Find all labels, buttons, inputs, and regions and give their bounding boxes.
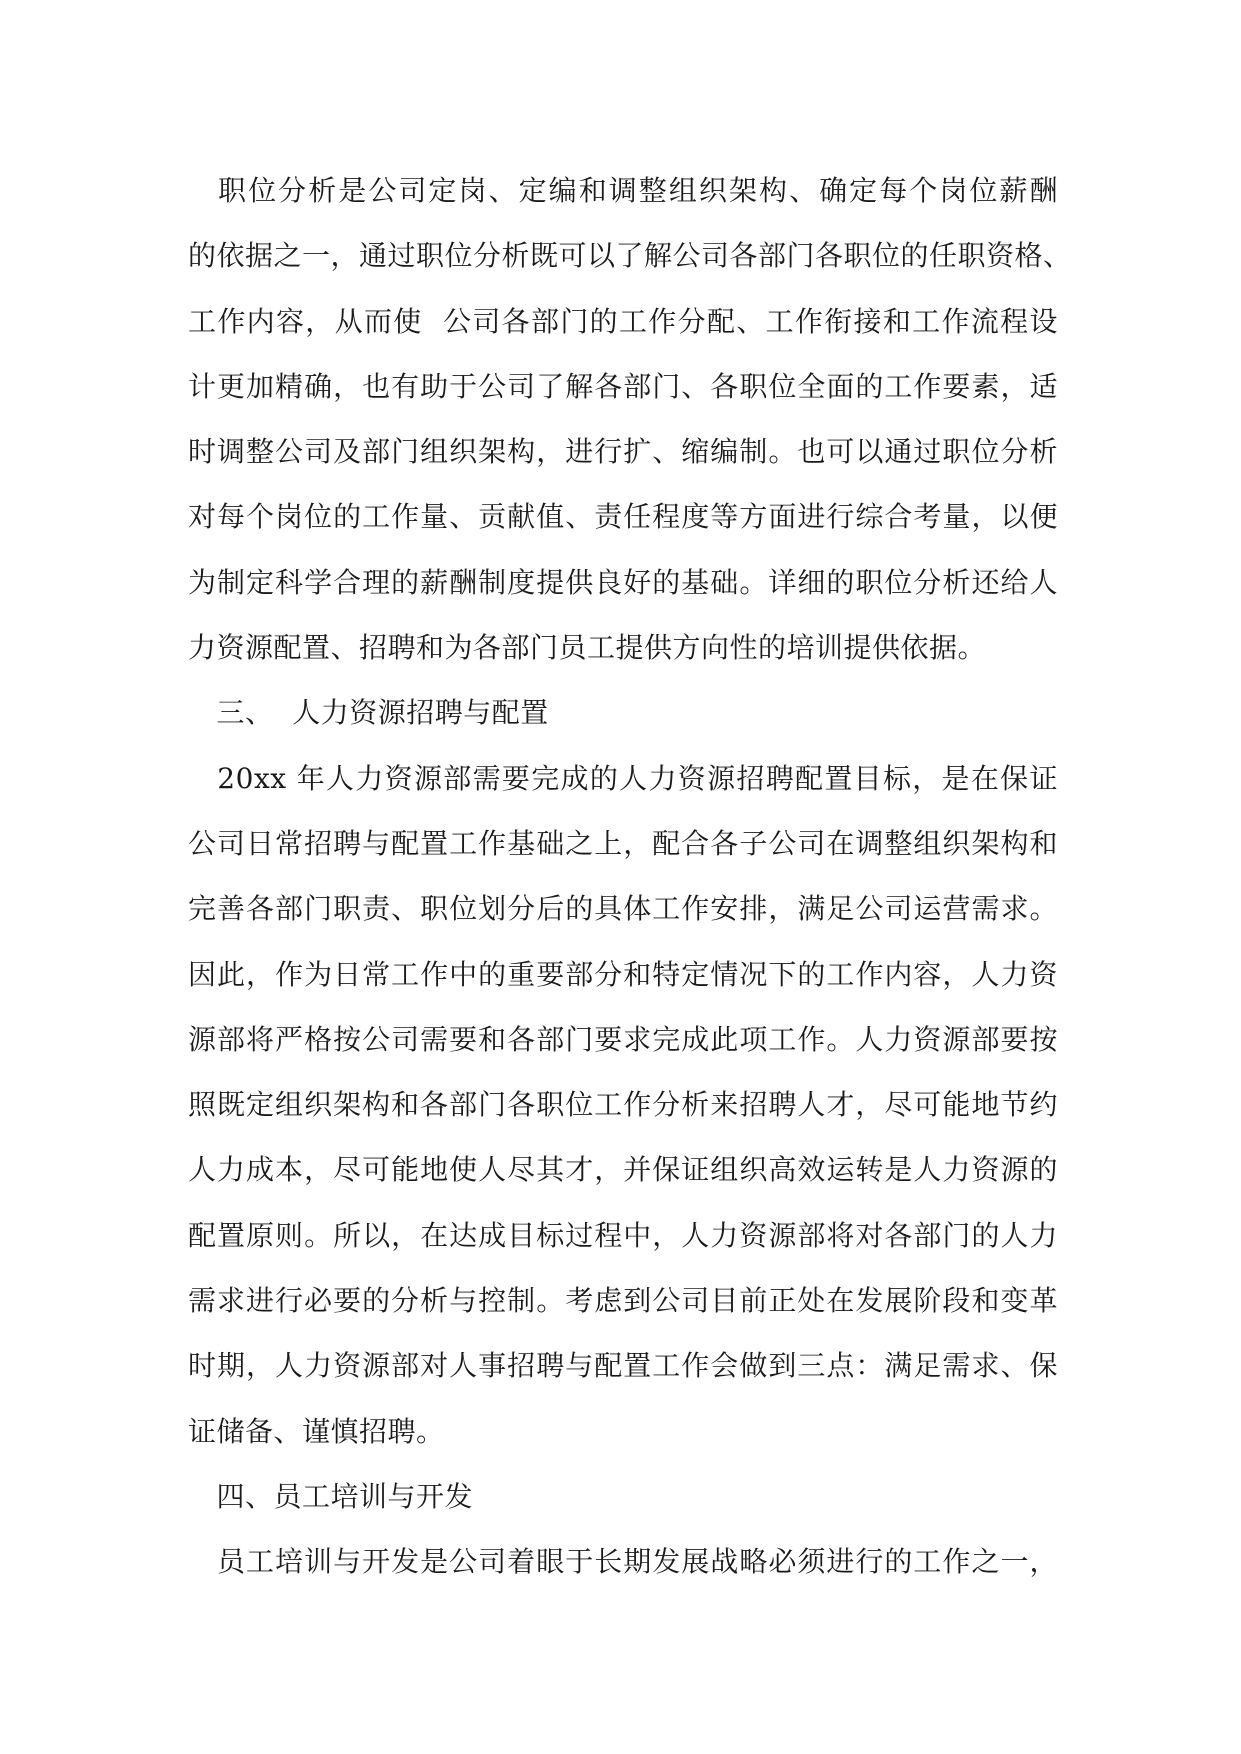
text-line: 的依据之一，通过职位分析既可以了解公司各部门各职位的任职资格、: [188, 239, 1072, 273]
text-line: 力资源配置、招聘和为各部门员工提供方向性的培训提供依据。: [188, 631, 987, 665]
text-line: 公司日常招聘与配置工作基础之上，配合各子公司在调整组织架构和: [188, 826, 1058, 860]
text-line: 时期，人力资源部对人事招聘与配置工作会做到三点：满足需求、保: [188, 1349, 1058, 1383]
text-line: 配置原则。所以，在达成目标过程中，人力资源部将对各部门的人力: [188, 1218, 1058, 1252]
text-line: 职位分析是公司定岗、定编和调整组织架构、确定每个岗位薪酬: [188, 174, 1058, 207]
text-line: 因此，作为日常工作中的重要部分和特定情况下的工作内容，人力资: [188, 957, 1058, 991]
section-heading: 三、 人力资源招聘与配置: [188, 696, 549, 730]
text-line: 需求进行必要的分析与控制。考虑到公司目前正处在发展阶段和变革: [188, 1284, 1058, 1318]
text-line: 为制定科学合理的薪酬制度提供良好的基础。详细的职位分析还给人: [188, 565, 1058, 599]
text-line: 照既定组织架构和各部门各职位工作分析来招聘人才，尽可能地节约: [188, 1088, 1058, 1122]
text-line: 完善各部门职责、职位划分后的具体工作安排，满足公司运营需求。: [188, 892, 1058, 926]
text-line: 计更加精确，也有助于公司了解各部门、各职位全面的工作要素，适: [188, 369, 1058, 403]
text-line: 对每个岗位的工作量、贡献值、责任程度等方面进行综合考量，以便: [188, 500, 1058, 534]
text-line: 人力成本，尽可能地使人尽其才，并保证组织高效运转是人力资源的: [188, 1153, 1058, 1187]
text-line: 源部将严格按公司需要和各部门要求完成此项工作。人力资源部要按: [188, 1022, 1058, 1056]
text-line: 20xx 年人力资源部需要完成的人力资源招聘配置目标，是在保证: [188, 761, 1058, 795]
section-heading: 四、员工培训与开发: [188, 1479, 474, 1513]
text-line: 证储备、谨慎招聘。: [188, 1414, 445, 1448]
text-line: 工作内容，从而使 公司各部门的工作分配、工作衔接和工作流程设: [188, 304, 1058, 338]
document-page: [188, 158, 1072, 1595]
text-line: 员工培训与开发是公司着眼于长期发展战略必须进行的工作之一，: [188, 1545, 1058, 1579]
text-line: 时调整公司及部门组织架构，进行扩、缩编制。也可以通过职位分析: [188, 435, 1058, 469]
